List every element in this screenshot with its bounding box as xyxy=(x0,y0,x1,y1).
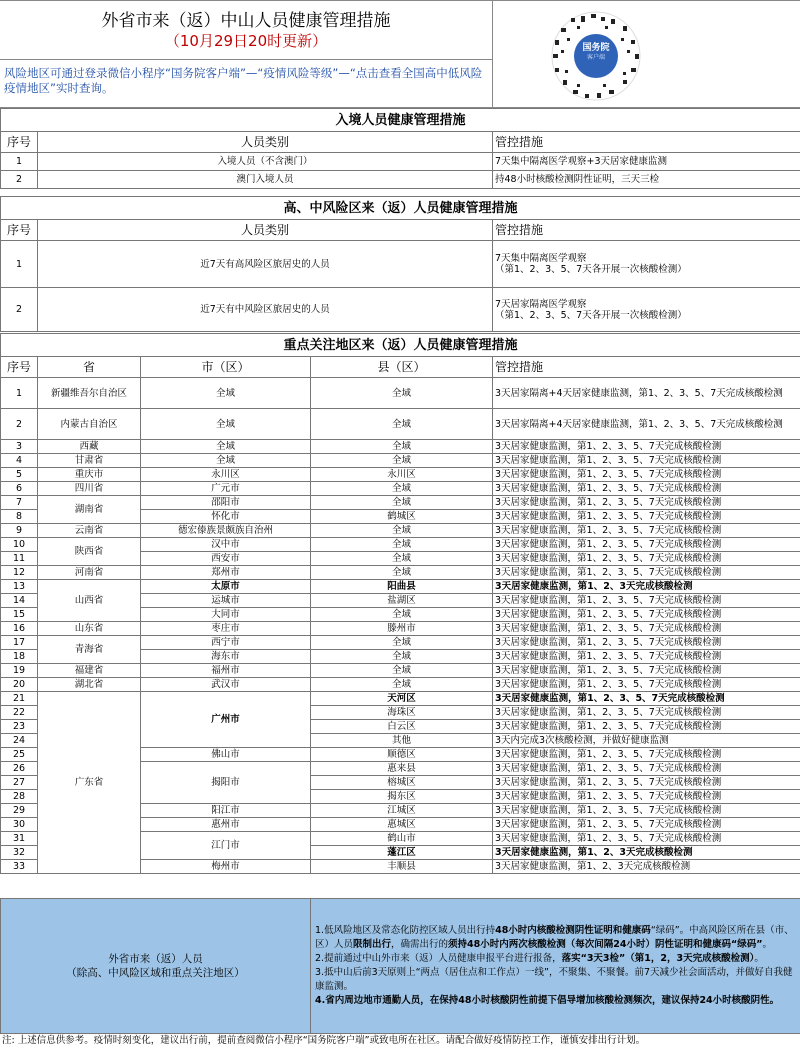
city-cell: 西安市 xyxy=(141,552,311,566)
table-row xyxy=(1,566,800,580)
row-no: 25 xyxy=(1,748,38,762)
measure-cell: 3天居家健康监测，第1、2、3天完成核酸检测 xyxy=(493,580,800,594)
county-cell: 全域 xyxy=(311,552,493,566)
province-cell: 福建省 xyxy=(38,664,141,678)
province-cell: 四川省 xyxy=(38,482,141,496)
row-no: 1 xyxy=(1,241,38,288)
measure-cell: 3天居家健康监测，第1、2、3、5、7天完成核酸检测 xyxy=(493,636,800,650)
col-header: 省 xyxy=(38,357,141,378)
measure-cell: 3天居家健康监测，第1、2、3、5、7天完成核酸检测 xyxy=(493,538,800,552)
table-row xyxy=(1,378,800,409)
col-header: 管控措施 xyxy=(493,357,800,378)
col-header: 人员类别 xyxy=(38,220,493,241)
row-no: 6 xyxy=(1,482,38,496)
county-cell: 惠来县 xyxy=(311,762,493,776)
province-cell: 湖南省 xyxy=(38,496,141,524)
inbound-table xyxy=(0,108,800,189)
measure-cell: 3天居家健康监测，第1、2、3、5、7天完成核酸检测 xyxy=(493,650,800,664)
row-no: 23 xyxy=(1,720,38,734)
measure-cell: 7天集中隔离医学观察+3天居家健康监测 xyxy=(493,153,800,171)
col-header: 市（区） xyxy=(141,357,311,378)
county-cell: 海珠区 xyxy=(311,706,493,720)
county-cell: 天河区 xyxy=(311,692,493,706)
table-row xyxy=(1,482,800,496)
table-row xyxy=(1,409,800,440)
province-cell: 湖北省 xyxy=(38,678,141,692)
table-row xyxy=(1,468,800,482)
city-cell: 全域 xyxy=(141,409,311,440)
measure-cell: 3天居家健康监测，第1、2、3、5、7天完成核酸检测 xyxy=(493,482,800,496)
table-row xyxy=(1,454,800,468)
province-cell: 山东省 xyxy=(38,622,141,636)
row-no: 20 xyxy=(1,678,38,692)
row-no: 13 xyxy=(1,580,38,594)
county-cell: 榕城区 xyxy=(311,776,493,790)
county-cell: 全域 xyxy=(311,650,493,664)
city-cell: 怀化市 xyxy=(141,510,311,524)
risk-area-query-note: 风险地区可通过登录微信小程序“国务院客户端”—“疫情风险等级”—“点击查看全国高中低风险疫情地区”实时查询。 xyxy=(4,66,483,95)
county-cell: 顺德区 xyxy=(311,748,493,762)
category-cell: 入境人员（不含澳门） xyxy=(38,153,493,171)
col-header: 县（区） xyxy=(311,357,493,378)
header xyxy=(0,0,800,108)
category-cell: 近7天有高风险区旅居史的人员 xyxy=(38,241,493,288)
measure-cell: 持48小时核酸检测阴性证明，三天三检 xyxy=(493,171,800,189)
province-cell: 广东省 xyxy=(38,692,141,874)
table-row xyxy=(1,524,800,538)
high-mid-risk-table xyxy=(0,196,800,332)
category-cell: 澳门入境人员 xyxy=(38,171,493,189)
col-header: 序号 xyxy=(1,132,38,153)
county-cell: 全域 xyxy=(311,496,493,510)
province-cell: 新疆维吾尔自治区 xyxy=(38,378,141,409)
section-title: 重点关注地区来（返）人员健康管理措施 xyxy=(1,334,800,357)
measure-cell: 3天居家健康监测，第1、2、3、5、7天完成核酸检测 xyxy=(493,510,800,524)
row-no: 15 xyxy=(1,608,38,622)
measure-cell: 3天居家健康监测，第1、2、3、5、7天完成核酸检测 xyxy=(493,622,800,636)
city-cell: 惠州市 xyxy=(141,818,311,832)
row-no: 8 xyxy=(1,510,38,524)
city-cell: 梅州市 xyxy=(141,860,311,874)
measure-cell: 3天居家健康监测，第1、2、3、5、7天完成核酸检测 xyxy=(493,678,800,692)
province-cell: 青海省 xyxy=(38,636,141,664)
table-row xyxy=(1,241,800,288)
county-cell: 全域 xyxy=(311,409,493,440)
measure-cell: 3天居家健康监测，第1、2、3、5、7天完成核酸检测 xyxy=(493,706,800,720)
measure-cell: 3天居家健康监测，第1、2、3、5、7天完成核酸检测 xyxy=(493,440,800,454)
county-cell: 鹤城区 xyxy=(311,510,493,524)
city-cell: 江门市 xyxy=(141,832,311,860)
row-no: 19 xyxy=(1,664,38,678)
row-no: 2 xyxy=(1,409,38,440)
row-no: 2 xyxy=(1,288,38,332)
row-no: 22 xyxy=(1,706,38,720)
city-cell: 永川区 xyxy=(141,468,311,482)
row-no: 27 xyxy=(1,776,38,790)
city-cell: 汉中市 xyxy=(141,538,311,552)
measure-cell: 3天居家健康监测，第1、2、3、5、7天完成核酸检测 xyxy=(493,468,800,482)
city-cell: 佛山市 xyxy=(141,748,311,762)
measure-cell: 3天居家隔离+4天居家健康监测，第1、2、3、5、7天完成核酸检测 xyxy=(493,378,800,409)
update-time: （10月29日20时更新） xyxy=(164,32,328,50)
row-no: 11 xyxy=(1,552,38,566)
row-no: 14 xyxy=(1,594,38,608)
row-no: 18 xyxy=(1,650,38,664)
city-cell: 邵阳市 xyxy=(141,496,311,510)
county-cell: 全域 xyxy=(311,566,493,580)
measure-cell: 3天居家健康监测，第1、2、3天完成核酸检测 xyxy=(493,846,800,860)
table-row xyxy=(1,580,800,594)
county-cell: 鹤山市 xyxy=(311,832,493,846)
county-cell: 全域 xyxy=(311,636,493,650)
county-cell: 丰顺县 xyxy=(311,860,493,874)
measure-cell: 3天居家健康监测，第1、2、3、5、7天完成核酸检测 xyxy=(493,776,800,790)
county-cell: 全域 xyxy=(311,678,493,692)
city-cell: 运城市 xyxy=(141,594,311,608)
province-cell: 云南省 xyxy=(38,524,141,538)
row-no: 4 xyxy=(1,454,38,468)
county-cell: 揭东区 xyxy=(311,790,493,804)
county-cell: 白云区 xyxy=(311,720,493,734)
table-row xyxy=(1,496,800,510)
county-cell: 全域 xyxy=(311,378,493,409)
col-header: 管控措施 xyxy=(493,220,800,241)
province-cell: 甘肃省 xyxy=(38,454,141,468)
county-cell: 永川区 xyxy=(311,468,493,482)
measure-cell: 3天居家健康监测，第1、2、3、5、7天完成核酸检测 xyxy=(493,552,800,566)
province-cell: 山西省 xyxy=(38,580,141,622)
measure-cell: 3天居家健康监测，第1、2、3、5、7天完成核酸检测 xyxy=(493,790,800,804)
county-cell: 全域 xyxy=(311,524,493,538)
row-no: 17 xyxy=(1,636,38,650)
measure-cell: 3天居家健康监测，第1、2、3、5、7天完成核酸检测 xyxy=(493,832,800,846)
table-row xyxy=(1,636,800,650)
table-row xyxy=(1,538,800,552)
row-no: 5 xyxy=(1,468,38,482)
row-no: 30 xyxy=(1,818,38,832)
table-row xyxy=(1,440,800,454)
county-cell: 江城区 xyxy=(311,804,493,818)
measure-cell: 3天居家健康监测，第1、2、3、5、7天完成核酸检测 xyxy=(493,608,800,622)
measure-cell: 3天居家健康监测，第1、2、3、5、7天完成核酸检测 xyxy=(493,524,800,538)
measure-cell: 3天居家健康监测，第1、2、3、5、7天完成核酸检测 xyxy=(493,692,800,706)
other-areas-measures: 1.低风险地区及常态化防控区域人员出行持48小时内核酸检测阴性证明和健康码“绿码”。中高风险区所在县（市、区）人员限制出行，确需出行的须持48小时内两次核酸检测（每次间隔24小时）阴性证明和健康码“绿码”。 2.提前通过中山外市来（返）人员健康申报平台进行报备，落实“3天3检”（第1，2，3天完成核酸检测）。 3.抵中山后前3天原则上“两点（居住点和工作点）一线”，不聚集、不聚餐。前7天减少社会面活动，并做好自我健康监测。 4.省内周边地市通勤人员，在保持48小时核酸阴性前提下倡导增加核酸检测频次，建议保持24小时核酸阴性。 xyxy=(311,899,800,1034)
city-cell: 揭阳市 xyxy=(141,762,311,804)
city-cell: 西宁市 xyxy=(141,636,311,650)
county-cell: 全域 xyxy=(311,538,493,552)
measure-cell: 3天居家健康监测，第1、2、3、5、7天完成核酸检测 xyxy=(493,720,800,734)
row-no: 16 xyxy=(1,622,38,636)
county-cell: 惠城区 xyxy=(311,818,493,832)
city-cell: 海东市 xyxy=(141,650,311,664)
measure-cell: 3天居家健康监测，第1、2、3、5、7天完成核酸检测 xyxy=(493,818,800,832)
row-no: 28 xyxy=(1,790,38,804)
measure-cell: 3天居家健康监测，第1、2、3、5、7天完成核酸检测 xyxy=(493,566,800,580)
measure-cell: 3天居家健康监测，第1、2、3、5、7天完成核酸检测 xyxy=(493,804,800,818)
measure-cell: 3天居家健康监测，第1、2、3、5、7天完成核酸检测 xyxy=(493,496,800,510)
city-cell: 广元市 xyxy=(141,482,311,496)
city-cell: 阳江市 xyxy=(141,804,311,818)
measure-cell: 7天居家隔离医学观察 （第1、2、3、5、7天各开展一次核酸检测） xyxy=(493,288,800,332)
key-area-table xyxy=(0,333,800,874)
row-no: 33 xyxy=(1,860,38,874)
qr-logo-sublabel: 客户端 xyxy=(586,54,605,61)
county-cell: 全域 xyxy=(311,454,493,468)
county-cell: 盐湖区 xyxy=(311,594,493,608)
measure-cell: 3天居家健康监测，第1、2、3、5、7天完成核酸检测 xyxy=(493,762,800,776)
table-row xyxy=(1,622,800,636)
section-title: 高、中风险区来（返）人员健康管理措施 xyxy=(1,197,800,220)
city-cell: 全域 xyxy=(141,378,311,409)
row-no: 3 xyxy=(1,440,38,454)
col-header: 管控措施 xyxy=(493,132,800,153)
city-cell: 广州市 xyxy=(141,692,311,748)
other-areas-label: 外省市来（返）人员 （除高、中风险区域和重点关注地区） xyxy=(1,899,311,1034)
table-row xyxy=(1,678,800,692)
qr-logo-label: 国务院 xyxy=(582,43,610,53)
row-no: 1 xyxy=(1,153,38,171)
city-cell: 福州市 xyxy=(141,664,311,678)
row-no: 9 xyxy=(1,524,38,538)
table-row xyxy=(1,692,800,706)
row-no: 10 xyxy=(1,538,38,552)
county-cell: 全域 xyxy=(311,608,493,622)
city-cell: 德宏傣族景颇族自治州 xyxy=(141,524,311,538)
table-row xyxy=(1,288,800,332)
row-no: 32 xyxy=(1,846,38,860)
row-no: 26 xyxy=(1,762,38,776)
other-areas-table xyxy=(0,898,800,1034)
city-cell: 全域 xyxy=(141,440,311,454)
county-cell: 全域 xyxy=(311,482,493,496)
province-cell: 重庆市 xyxy=(38,468,141,482)
measure-cell: 7天集中隔离医学观察 （第1、2、3、5、7天各开展一次核酸检测） xyxy=(493,241,800,288)
county-cell: 全域 xyxy=(311,440,493,454)
province-cell: 西藏 xyxy=(38,440,141,454)
row-no: 1 xyxy=(1,378,38,409)
measure-cell: 3天居家隔离+4天居家健康监测，第1、2、3、5、7天完成核酸检测 xyxy=(493,409,800,440)
category-cell: 近7天有中风险区旅居史的人员 xyxy=(38,288,493,332)
table-row xyxy=(1,664,800,678)
county-cell: 其他 xyxy=(311,734,493,748)
measure-cell: 3天居家健康监测，第1、2、3、5、7天完成核酸检测 xyxy=(493,594,800,608)
col-header: 人员类别 xyxy=(38,132,493,153)
row-no: 31 xyxy=(1,832,38,846)
measure-cell: 3天内完成3次核酸检测，并做好健康监测 xyxy=(493,734,800,748)
city-cell: 郑州市 xyxy=(141,566,311,580)
page-title: 外省市来（返）中山人员健康管理措施 xyxy=(101,11,391,31)
city-cell: 大同市 xyxy=(141,608,311,622)
measure-cell: 3天居家健康监测，第1、2、3、5、7天完成核酸检测 xyxy=(493,748,800,762)
province-cell: 内蒙古自治区 xyxy=(38,409,141,440)
measure-cell: 3天居家健康监测，第1、2、3、5、7天完成核酸检测 xyxy=(493,664,800,678)
province-cell: 河南省 xyxy=(38,566,141,580)
county-cell: 阳曲县 xyxy=(311,580,493,594)
table-row xyxy=(1,171,800,189)
county-cell: 蓬江区 xyxy=(311,846,493,860)
measure-cell: 3天居家健康监测，第1、2、3、5、7天完成核酸检测 xyxy=(493,454,800,468)
city-cell: 全域 xyxy=(141,454,311,468)
row-no: 21 xyxy=(1,692,38,706)
province-cell: 陕西省 xyxy=(38,538,141,566)
row-no: 12 xyxy=(1,566,38,580)
row-no: 29 xyxy=(1,804,38,818)
section-title: 入境人员健康管理措施 xyxy=(1,109,800,132)
measure-cell: 3天居家健康监测，第1、2、3天完成核酸检测 xyxy=(493,860,800,874)
county-cell: 滕州市 xyxy=(311,622,493,636)
table-row xyxy=(1,153,800,171)
row-no: 24 xyxy=(1,734,38,748)
footer-note: 注: 上述信息供参考。疫情时刻变化，建议出行前，提前查阅微信小程序“国务院客户端”或致电所在社区。请配合做好疫情防控工作，谨慎安排出行计划。 xyxy=(2,1035,646,1046)
county-cell: 全域 xyxy=(311,664,493,678)
city-cell: 武汉市 xyxy=(141,678,311,692)
city-cell: 太原市 xyxy=(141,580,311,594)
row-no: 7 xyxy=(1,496,38,510)
row-no: 2 xyxy=(1,171,38,189)
city-cell: 枣庄市 xyxy=(141,622,311,636)
col-header: 序号 xyxy=(1,357,38,378)
col-header: 序号 xyxy=(1,220,38,241)
